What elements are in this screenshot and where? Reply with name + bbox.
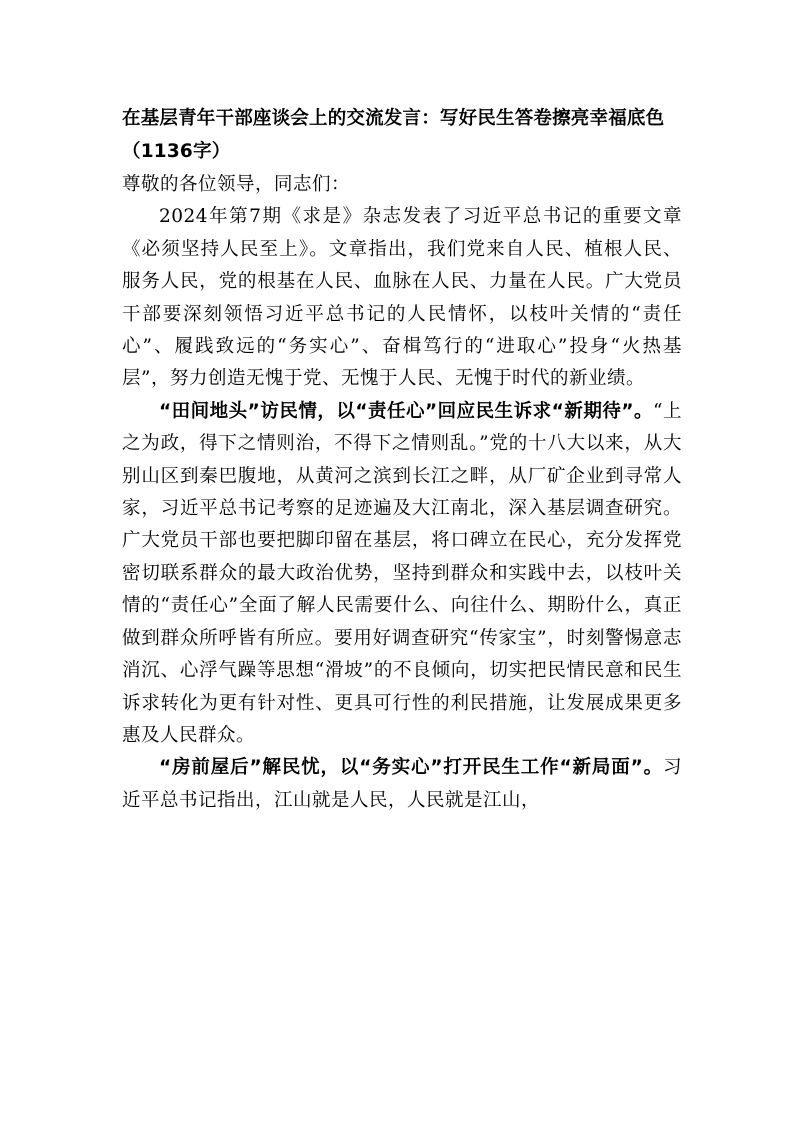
document-body: [122, 102, 682, 817]
salutation: 尊敬的各位领导，同志们：: [122, 174, 351, 195]
paragraph-field-visit: [122, 396, 682, 752]
paragraph-text: 习近平总书记指出，江山就是人民，人民就是江山，: [122, 757, 682, 811]
paragraph-text: “上之为政，得下之情则治，不得下之情则乱。”党的十八大以来，从大别山区到秦巴腹地，从黄河之滨到长江之畔，从厂矿企业到寻常人家，习近平总书记考察的足迹遍及大江南北，深入基层调查研究。广大党员干部也要把脚印留在基层，将口碑立在民心，充分发挥党密切联系群众的最大政治优势，坚持到群众和实践中去，以枝叶关情的“责任心”全面了解人民需要什么、向往什么、期盼什么，真正做到群众所呼皆有所应。要用好调查研究“传家宝”，时刻警惕意志消沉、心浮气躁等思想“滑坡”的不良倾向，切实把民情民意和民生诉求转化为更有针对性、更具可行性的利民措施，让发展成果更多惠及人民群众。: [122, 400, 682, 746]
paragraph-solve-worries: [122, 752, 682, 817]
paragraph-intro: [122, 201, 682, 395]
paragraph-text: 2024年第7期《求是》杂志发表了习近平总书记的重要文章《必须坚持人民至上》。文章指出，我们党来自人民、植根人民、服务人民，党的根基在人民、血脉在人民、力量在人民。广大党员干部要深刻领悟习近平总书记的人民情怀，以枝叶关情的“责任心”、履践致远的“务实心”、奋楫笃行的“进取心”投身“火热基层”，努力创造无愧于党、无愧于人民、无愧于时代的新业绩。: [122, 206, 682, 390]
paragraph-lead-heading: “房前屋后”解民忧，以“务实心”打开民生工作“新局面”。: [159, 757, 663, 779]
document-title: 在基层青年干部座谈会上的交流发言：写好民生答卷擦亮幸福底色（1136字）: [122, 108, 665, 162]
paragraph-lead-heading: “田间地头”访民情，以“责任心”回应民生诉求“新期待”。: [159, 400, 654, 422]
